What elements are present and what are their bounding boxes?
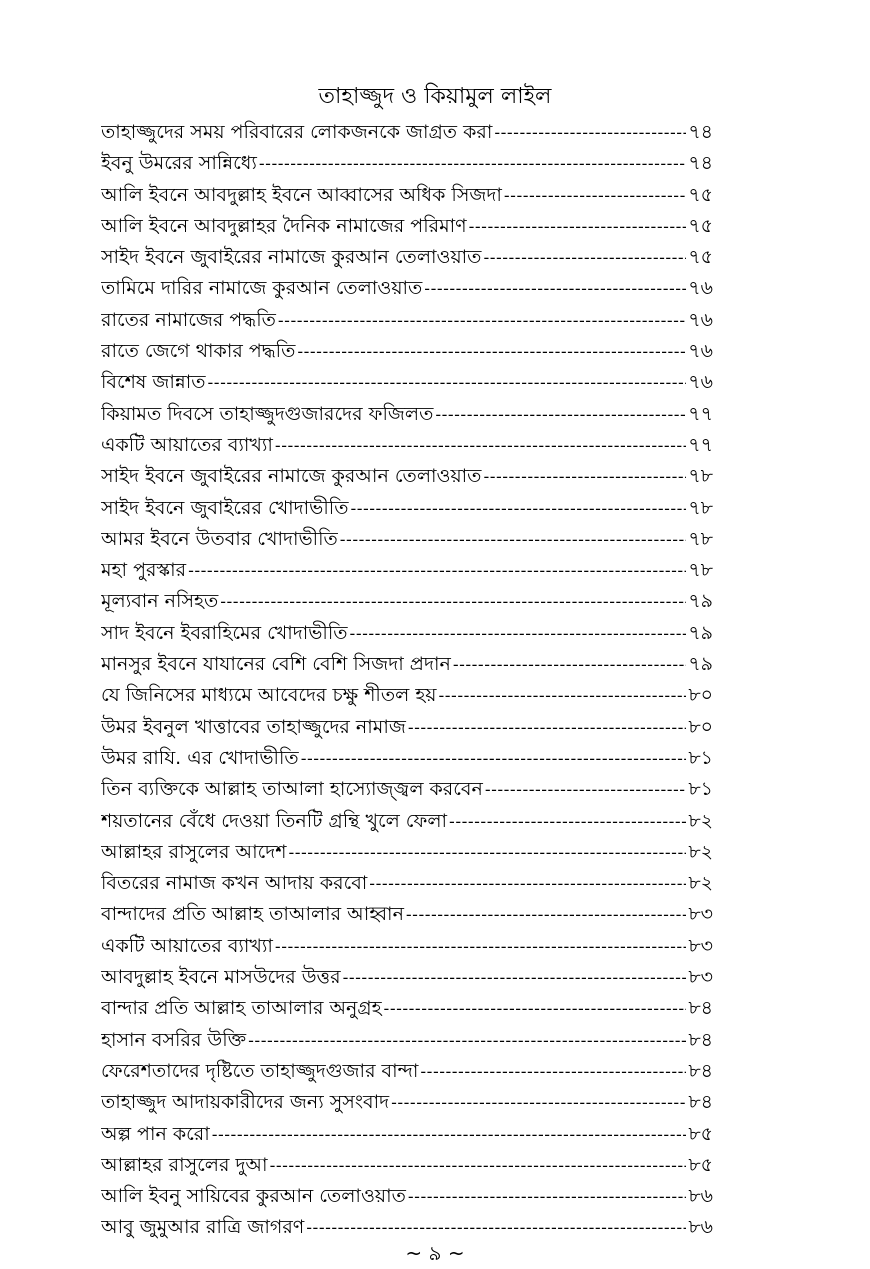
toc-entry-page: ৭৪ [688, 121, 713, 143]
toc-entry-title: আল্লাহর রাসুলের দুআ [101, 1153, 268, 1176]
toc-entry [101, 524, 713, 555]
toc-entry-title: অল্প পান করো [101, 1122, 210, 1145]
toc-entry [101, 273, 713, 304]
toc-entry-title: রাতের নামাজের পদ্ধতি [101, 308, 276, 331]
toc-entry-title: সাইদ ইবনে জুবাইরের নামাজে কুরআন তেলাওয়াত [101, 465, 482, 488]
toc-entry-title: মহা পুরস্কার [101, 559, 187, 582]
toc-entry [101, 461, 713, 492]
page-header-title: তাহাজ্জুদ ও কিয়ামুল লাইল [318, 84, 552, 109]
toc-leader-dashes [350, 618, 687, 649]
toc-leader-dashes [439, 680, 687, 711]
toc-entry-title: ইবনু উমরের সান্নিধ্যে [101, 152, 257, 175]
toc-leader-dashes [208, 367, 687, 398]
toc-entry [101, 117, 713, 148]
toc-leader-dashes [248, 1025, 686, 1056]
toc-entry [101, 931, 713, 962]
toc-entry [101, 1056, 713, 1087]
toc-entry-title: তাহাজ্জুদ আদায়কারীদের জন্য সুসংবাদ [101, 1091, 390, 1114]
toc-entry [101, 962, 713, 993]
toc-entry [101, 430, 713, 461]
toc-entry-title: শয়তানের বেঁধে দেওয়া তিনটি গ্রন্থি খুলে ফেলা [101, 809, 448, 832]
toc-entry-title: বান্দাদের প্রতি আল্লাহ তাআলার আহ্বান [101, 903, 404, 926]
toc-entry [101, 1025, 713, 1056]
toc-entry-title: উমর রাযি. এর খোদাভীতি [101, 746, 299, 769]
toc-entry-page: ৭৪ [688, 152, 713, 175]
toc-entry-page: ৮১ [688, 746, 713, 769]
toc-entry [101, 399, 713, 430]
toc-leader-dashes [220, 586, 686, 617]
toc-entry-title: একটি আয়াতের ব্যাখ্যা [101, 433, 273, 456]
toc-entry [101, 493, 713, 524]
toc-entry-page: ৮৬ [688, 1185, 713, 1208]
toc-entry-page: ৭৬ [688, 308, 713, 331]
toc-leader-dashes [270, 1150, 687, 1181]
toc-entry-page: ৭৮ [688, 496, 713, 519]
toc-entry-page: ৮০ [688, 684, 713, 707]
toc-entry-title: আমর ইবনে উতবার খোদাভীতি [101, 527, 338, 550]
toc-entry-title: যে জিনিসের মাধ্যমে আবেদের চক্ষু শীতল হয় [101, 684, 437, 707]
toc-entry-title: মানসুর ইবনে যাযানের বেশি বেশি সিজদা প্রদান [101, 653, 451, 676]
toc-entry-title: কিয়ামত দিবসে তাহাজ্জুদগুজারদের ফজিলত [101, 402, 434, 425]
toc-entry [101, 367, 713, 398]
toc-entry-page: ৮৫ [688, 1153, 713, 1176]
toc-leader-dashes [278, 305, 686, 336]
toc-leader-dashes [435, 399, 686, 430]
toc-leader-dashes [297, 336, 686, 367]
toc-leader-dashes [408, 712, 686, 743]
toc-entry [101, 993, 713, 1024]
toc-entry-page: ৮২ [688, 840, 713, 863]
toc-entry [101, 806, 713, 837]
toc-entry-page: ৭৭ [688, 402, 713, 425]
toc-entry-page: ৭৬ [688, 340, 713, 363]
toc-leader-dashes [406, 899, 686, 930]
toc-entry-page: ৮৩ [688, 966, 713, 989]
toc-entry [101, 868, 713, 899]
toc-entry-page: ৮৩ [688, 903, 713, 926]
toc-entry-title: তামিমে দারির নামাজে কুরআন তেলাওয়াত [101, 277, 423, 300]
toc-leader-dashes [408, 1181, 686, 1212]
toc-entry-title: হাসান বসরির উক্তি [101, 1028, 247, 1051]
toc-entry [101, 305, 713, 336]
toc-leader-dashes [306, 1212, 686, 1243]
toc-leader-dashes [449, 806, 686, 837]
toc-entry [101, 618, 713, 649]
toc-leader-dashes [288, 837, 686, 868]
toc-entry-page: ৭৯ [688, 590, 713, 613]
toc-entry [101, 586, 713, 617]
toc-entry-page: ৮০ [688, 715, 713, 738]
toc-entry [101, 242, 713, 273]
toc-entry [101, 1087, 713, 1118]
toc-entry-page: ৭৮ [688, 465, 713, 488]
toc-leader-dashes [188, 555, 686, 586]
toc-leader-dashes [275, 931, 686, 962]
toc-entry-title: ফেরেশতাদের দৃষ্টিতে তাহাজ্জুদগুজার বান্দা [101, 1059, 419, 1082]
toc-entry [101, 649, 713, 680]
toc-leader-dashes [384, 993, 687, 1024]
toc-entry-title: সাদ ইবনে ইবরাহিমের খোদাভীতি [101, 621, 348, 644]
toc-entry-title: আলি ইবনে আবদুল্লাহর দৈনিক নামাজের পরিমাণ [101, 214, 467, 237]
table-of-contents [101, 117, 713, 1244]
toc-leader-dashes [453, 649, 686, 680]
toc-entry-page: ৭৯ [688, 653, 713, 676]
toc-leader-dashes [469, 211, 687, 242]
toc-entry-title: একটি আয়াতের ব্যাখ্যা [101, 934, 273, 957]
toc-leader-dashes [494, 117, 686, 148]
toc-entry [101, 336, 713, 367]
toc-entry-page: ৭৫ [688, 214, 713, 237]
toc-entry-page: ৭৭ [688, 433, 713, 456]
toc-entry-title: আল্লাহর রাসুলের আদেশ [101, 840, 287, 863]
toc-entry-page: ৭৬ [688, 277, 713, 300]
toc-entry-page: ৭৬ [688, 371, 713, 394]
toc-entry-page: ৮২ [688, 809, 713, 832]
toc-leader-dashes [483, 461, 686, 492]
toc-leader-dashes [350, 493, 686, 524]
toc-entry-title: আলি ইবনু সায়িবের কুরআন তেলাওয়াত [101, 1185, 406, 1208]
toc-entry-page: ৮৪ [688, 1091, 713, 1114]
toc-leader-dashes [391, 1087, 686, 1118]
toc-entry [101, 1212, 713, 1243]
toc-entry-page: ৮৩ [688, 934, 713, 957]
toc-leader-dashes [483, 242, 686, 273]
toc-entry-title: আবদুল্লাহ ইবনে মাসউদের উত্তর [101, 966, 341, 989]
toc-leader-dashes [369, 868, 686, 899]
toc-entry-page: ৮৪ [688, 1028, 713, 1051]
toc-entry-title: সাইদ ইবনে জুবাইরের খোদাভীতি [101, 496, 349, 519]
toc-leader-dashes [301, 743, 687, 774]
toc-entry [101, 899, 713, 930]
toc-leader-dashes [424, 273, 686, 304]
toc-leader-dashes [485, 774, 687, 805]
page-number: ~ ৯ ~ [405, 1241, 465, 1265]
toc-leader-dashes [343, 962, 687, 993]
toc-entry-page: ৭৫ [688, 183, 713, 206]
toc-leader-dashes [504, 180, 686, 211]
toc-entry [101, 743, 713, 774]
toc-entry-title: তাহাজ্জুদের সময় পরিবারের লোকজনকে জাগ্রত করা [101, 121, 493, 143]
toc-entry [101, 555, 713, 586]
toc-entry [101, 1181, 713, 1212]
toc-entry-page: ৮৬ [688, 1216, 713, 1239]
toc-entry-title: আবু জুমুআর রাত্রি জাগরণ [101, 1216, 305, 1239]
toc-leader-dashes [212, 1119, 687, 1150]
toc-entry-page: ৮২ [688, 872, 713, 895]
toc-entry-page: ৭৯ [688, 621, 713, 644]
toc-leader-dashes [420, 1056, 686, 1087]
toc-entry-title: বিতরের নামাজ কখন আদায় করবো [101, 872, 368, 895]
toc-entry-page: ৭৮ [688, 527, 713, 550]
toc-entry [101, 148, 713, 179]
toc-entry [101, 211, 713, 242]
toc-entry [101, 1150, 713, 1181]
toc-entry-title: রাতে জেগে থাকার পদ্ধতি [101, 340, 296, 363]
toc-entry-page: ৭৮ [688, 559, 713, 582]
toc-leader-dashes [259, 148, 686, 179]
toc-entry [101, 712, 713, 743]
toc-entry [101, 1119, 713, 1150]
toc-entry [101, 774, 713, 805]
toc-entry-title: উমর ইবনুল খাত্তাবের তাহাজ্জুদের নামাজ [101, 715, 406, 738]
toc-entry-page: ৮৫ [688, 1122, 713, 1145]
toc-entry [101, 837, 713, 868]
toc-leader-dashes [275, 430, 686, 461]
toc-entry [101, 180, 713, 211]
toc-entry-title: সাইদ ইবনে জুবাইরের নামাজে কুরআন তেলাওয়াত [101, 246, 482, 269]
toc-entry-page: ৮৪ [688, 1059, 713, 1082]
toc-entry-title: তিন ব্যক্তিকে আল্লাহ তাআলা হাস্যোজ্জ্বল করবেন [101, 778, 483, 801]
toc-entry-page: ৭৫ [688, 246, 713, 269]
toc-entry-page: ৮১ [688, 778, 713, 801]
toc-entry-page: ৮৪ [688, 997, 713, 1020]
toc-entry-title: মূল্যবান নসিহত [101, 590, 219, 613]
toc-entry-title: বিশেষ জান্নাত [101, 371, 206, 394]
toc-leader-dashes [340, 524, 687, 555]
toc-entry-title: বান্দার প্রতি আল্লাহ তাআলার অনুগ্রহ [101, 997, 382, 1020]
toc-entry-title: আলি ইবনে আবদুল্লাহ ইবনে আব্বাসের অধিক সিজদা [101, 183, 502, 206]
toc-entry [101, 680, 713, 711]
